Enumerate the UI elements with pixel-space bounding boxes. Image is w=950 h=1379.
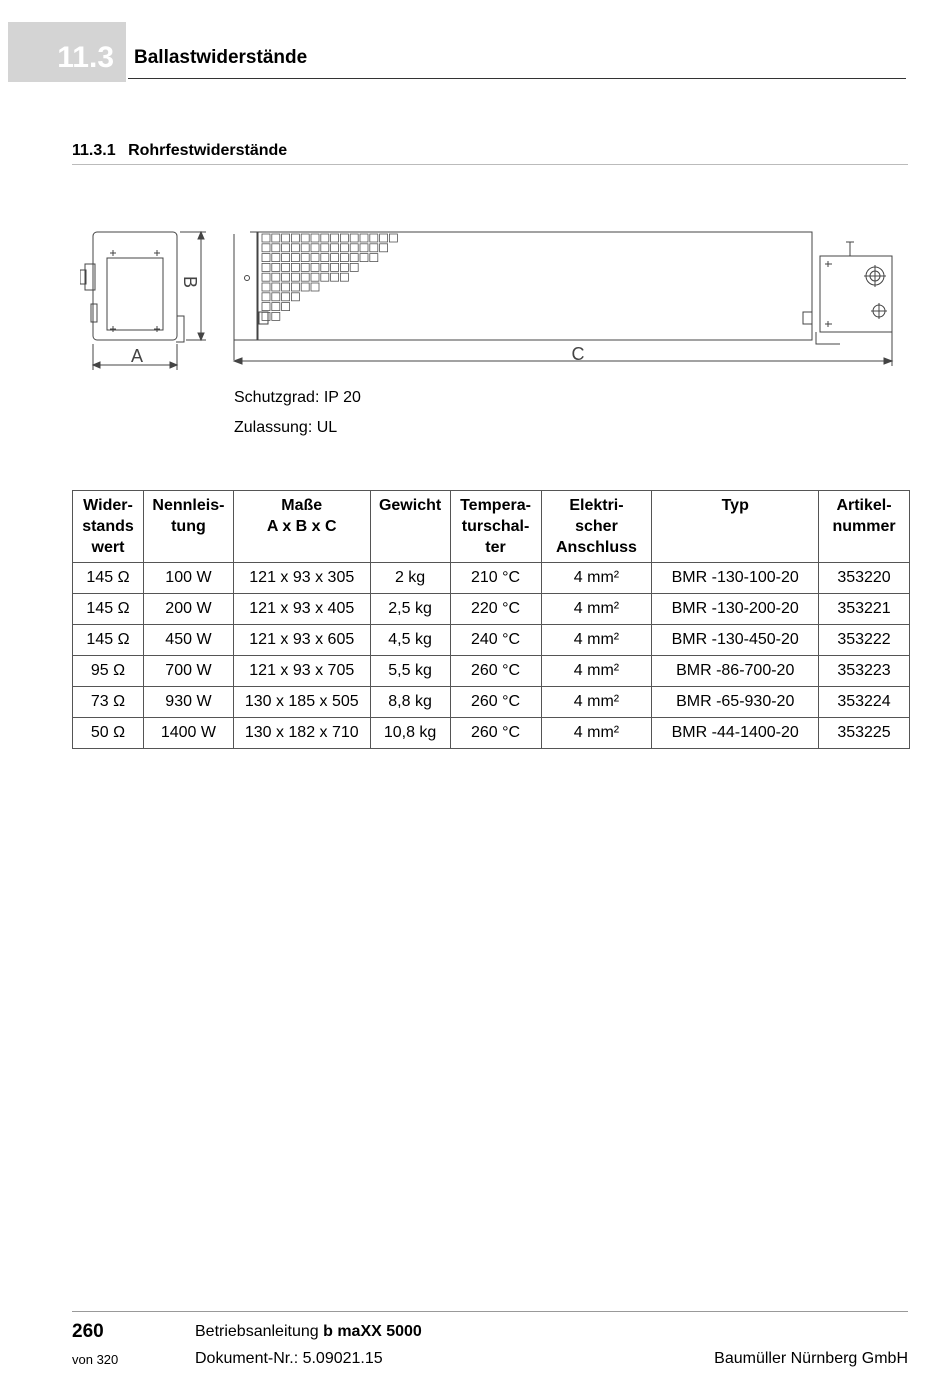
- vent-slot: [311, 234, 319, 242]
- vent-slot: [272, 303, 280, 311]
- dimension-label-c: C: [571, 344, 585, 364]
- table-cell: 4,5 kg: [370, 625, 450, 656]
- vent-slot: [262, 303, 270, 311]
- manual-name: b maXX 5000: [323, 1323, 422, 1340]
- table-row: [73, 718, 910, 749]
- vent-slot: [262, 244, 270, 252]
- table-cell: 1400 W: [143, 718, 233, 749]
- section-title: Rohrfestwiderstände: [128, 142, 288, 159]
- table-cell: 930 W: [143, 687, 233, 718]
- approval-note: Zulassung: UL: [234, 419, 338, 436]
- vent-slot: [370, 244, 378, 252]
- vent-slot: [370, 254, 378, 262]
- column-header: [73, 491, 144, 563]
- vent-slot: [321, 244, 329, 252]
- vent-slot: [301, 244, 309, 252]
- vent-slot: [311, 263, 319, 271]
- column-header-line: Artikel-: [836, 497, 892, 514]
- vent-slot: [272, 234, 280, 242]
- table-header-row: [73, 491, 910, 563]
- column-header: [370, 491, 450, 563]
- table-cell: 700 W: [143, 656, 233, 687]
- column-header-line: Maße: [281, 497, 323, 514]
- table-cell: 145 Ω: [73, 563, 144, 594]
- table-cell: 130 x 182 x 710: [233, 718, 370, 749]
- document-number: Dokument-Nr.: 5.09021.15: [195, 1350, 383, 1367]
- chapter-divider: [128, 78, 906, 79]
- column-header: [233, 491, 370, 563]
- table-body: [73, 563, 910, 749]
- vent-slot: [291, 234, 299, 242]
- table-cell: 4 mm²: [541, 718, 652, 749]
- table-cell: 73 Ω: [73, 687, 144, 718]
- resistor-dimension-drawing: [80, 220, 900, 380]
- column-header-line: turschal-: [461, 518, 530, 535]
- vent-slot: [282, 283, 290, 291]
- vent-slot: [311, 254, 319, 262]
- vent-slot: [350, 244, 358, 252]
- page-number: 260: [72, 1321, 104, 1342]
- table-cell: 50 Ω: [73, 718, 144, 749]
- column-header-line: stands: [82, 518, 134, 535]
- vent-slot: [321, 273, 329, 281]
- vent-slot: [291, 293, 299, 301]
- column-header-line: Tempera-: [460, 497, 531, 514]
- section-divider: [72, 164, 908, 165]
- vent-slot: [331, 234, 339, 242]
- table-cell: 260 °C: [450, 687, 541, 718]
- footer-divider: [72, 1311, 908, 1312]
- column-header: [143, 491, 233, 563]
- table-cell: 4 mm²: [541, 687, 652, 718]
- vent-slot: [389, 234, 397, 242]
- column-header: [450, 491, 541, 563]
- dimension-label-a: A: [130, 346, 144, 366]
- vent-slot: [272, 263, 280, 271]
- vent-slot: [291, 254, 299, 262]
- vent-slot: [360, 254, 368, 262]
- vent-slot: [282, 234, 290, 242]
- table-cell: 121 x 93 x 305: [233, 563, 370, 594]
- table-cell: 353220: [819, 563, 910, 594]
- column-header-line: Elektri-: [569, 497, 624, 514]
- vent-slot: [262, 273, 270, 281]
- vent-slot: [272, 283, 280, 291]
- table-cell: 121 x 93 x 705: [233, 656, 370, 687]
- table-cell: BMR -130-450-20: [652, 625, 819, 656]
- column-header-line: Gewicht: [378, 497, 442, 514]
- table-cell: 353225: [819, 718, 910, 749]
- vent-slot: [262, 293, 270, 301]
- table-cell: BMR -44-1400-20: [652, 718, 819, 749]
- column-header-line: ter: [485, 539, 506, 556]
- vent-slot: [321, 234, 329, 242]
- column-header-line: Nennleis-: [152, 497, 225, 514]
- vent-slot: [311, 244, 319, 252]
- vent-slot: [340, 254, 348, 262]
- vent-slot: [262, 283, 270, 291]
- vent-slot: [380, 244, 388, 252]
- table-cell: 353222: [819, 625, 910, 656]
- vent-slot: [301, 254, 309, 262]
- table-cell: 100 W: [143, 563, 233, 594]
- table-cell: 8,8 kg: [370, 687, 450, 718]
- table-cell: BMR -65-930-20: [652, 687, 819, 718]
- table-cell: 121 x 93 x 405: [233, 594, 370, 625]
- vent-slot: [331, 263, 339, 271]
- ventilation-grid: [262, 234, 397, 320]
- vent-slot: [272, 254, 280, 262]
- table-cell: 450 W: [143, 625, 233, 656]
- column-header-line: wert: [91, 539, 125, 556]
- table-cell: 2,5 kg: [370, 594, 450, 625]
- company-name: Baumüller Nürnberg GmbH: [714, 1350, 908, 1367]
- column-header-line: A x B x C: [266, 518, 337, 535]
- vent-slot: [380, 234, 388, 242]
- table-cell: 95 Ω: [73, 656, 144, 687]
- vent-slot: [350, 254, 358, 262]
- table-cell: 200 W: [143, 594, 233, 625]
- vent-slot: [340, 263, 348, 271]
- column-header-line: tung: [171, 518, 206, 535]
- vent-slot: [282, 273, 290, 281]
- table-cell: 353224: [819, 687, 910, 718]
- vent-slot: [291, 263, 299, 271]
- table-cell: 260 °C: [450, 656, 541, 687]
- chapter-number: 11.3: [8, 22, 126, 82]
- vent-slot: [291, 283, 299, 291]
- dimension-label-b: B: [180, 275, 200, 289]
- vent-slot: [262, 254, 270, 262]
- vent-slot: [291, 244, 299, 252]
- table-cell: 10,8 kg: [370, 718, 450, 749]
- page-total: von 320: [72, 1352, 119, 1367]
- table-cell: 5,5 kg: [370, 656, 450, 687]
- vent-slot: [321, 254, 329, 262]
- table-cell: 4 mm²: [541, 656, 652, 687]
- vent-slot: [262, 263, 270, 271]
- vent-slot: [262, 312, 270, 320]
- protection-class: Schutzgrad: IP 20: [234, 389, 361, 406]
- table-cell: 260 °C: [450, 718, 541, 749]
- vent-slot: [291, 273, 299, 281]
- vent-slot: [282, 244, 290, 252]
- manual-title: [195, 1323, 422, 1341]
- table-row: [73, 656, 910, 687]
- vent-slot: [340, 244, 348, 252]
- table-row: [73, 563, 910, 594]
- table-cell: 353221: [819, 594, 910, 625]
- vent-slot: [360, 244, 368, 252]
- vent-slot: [321, 263, 329, 271]
- table-cell: 4 mm²: [541, 563, 652, 594]
- table-cell: 210 °C: [450, 563, 541, 594]
- table-cell: 130 x 185 x 505: [233, 687, 370, 718]
- column-header-line: nummer: [832, 518, 896, 535]
- vent-slot: [272, 273, 280, 281]
- vent-slot: [331, 244, 339, 252]
- column-header: [652, 491, 819, 563]
- vent-slot: [272, 244, 280, 252]
- vent-slot: [311, 273, 319, 281]
- table-cell: 353223: [819, 656, 910, 687]
- column-header-line: Typ: [721, 497, 749, 514]
- section-number: 11.3.1: [72, 142, 116, 159]
- table-cell: 2 kg: [370, 563, 450, 594]
- vent-slot: [282, 254, 290, 262]
- column-header-line: Wider-: [83, 497, 133, 514]
- vent-slot: [301, 263, 309, 271]
- vent-slot: [350, 234, 358, 242]
- vent-slot: [272, 312, 280, 320]
- table-cell: 240 °C: [450, 625, 541, 656]
- table-cell: 4 mm²: [541, 625, 652, 656]
- column-header: [819, 491, 910, 563]
- vent-slot: [331, 254, 339, 262]
- table-cell: 145 Ω: [73, 625, 144, 656]
- chapter-title: Ballastwiderstände: [134, 47, 308, 68]
- column-header-line: scher: [575, 518, 618, 535]
- table-cell: 145 Ω: [73, 594, 144, 625]
- table-row: [73, 687, 910, 718]
- resistor-spec-table: [72, 490, 910, 749]
- vent-slot: [331, 273, 339, 281]
- section-heading: [72, 142, 287, 160]
- table-cell: BMR -86-700-20: [652, 656, 819, 687]
- vent-slot: [340, 273, 348, 281]
- table-cell: 4 mm²: [541, 594, 652, 625]
- table-cell: 220 °C: [450, 594, 541, 625]
- vent-slot: [282, 303, 290, 311]
- vent-slot: [350, 263, 358, 271]
- vent-slot: [311, 283, 319, 291]
- table-cell: BMR -130-100-20: [652, 563, 819, 594]
- vent-slot: [301, 283, 309, 291]
- table-cell: BMR -130-200-20: [652, 594, 819, 625]
- table-row: [73, 625, 910, 656]
- manual-prefix: Betriebsanleitung: [195, 1323, 324, 1340]
- vent-slot: [340, 234, 348, 242]
- vent-slot: [262, 234, 270, 242]
- vent-slot: [282, 263, 290, 271]
- table-row: [73, 594, 910, 625]
- vent-slot: [301, 234, 309, 242]
- vent-slot: [360, 234, 368, 242]
- vent-slot: [370, 234, 378, 242]
- vent-slot: [272, 293, 280, 301]
- vent-slot: [282, 293, 290, 301]
- column-header: [541, 491, 652, 563]
- vent-slot: [301, 273, 309, 281]
- table-cell: 121 x 93 x 605: [233, 625, 370, 656]
- column-header-line: Anschluss: [556, 539, 637, 556]
